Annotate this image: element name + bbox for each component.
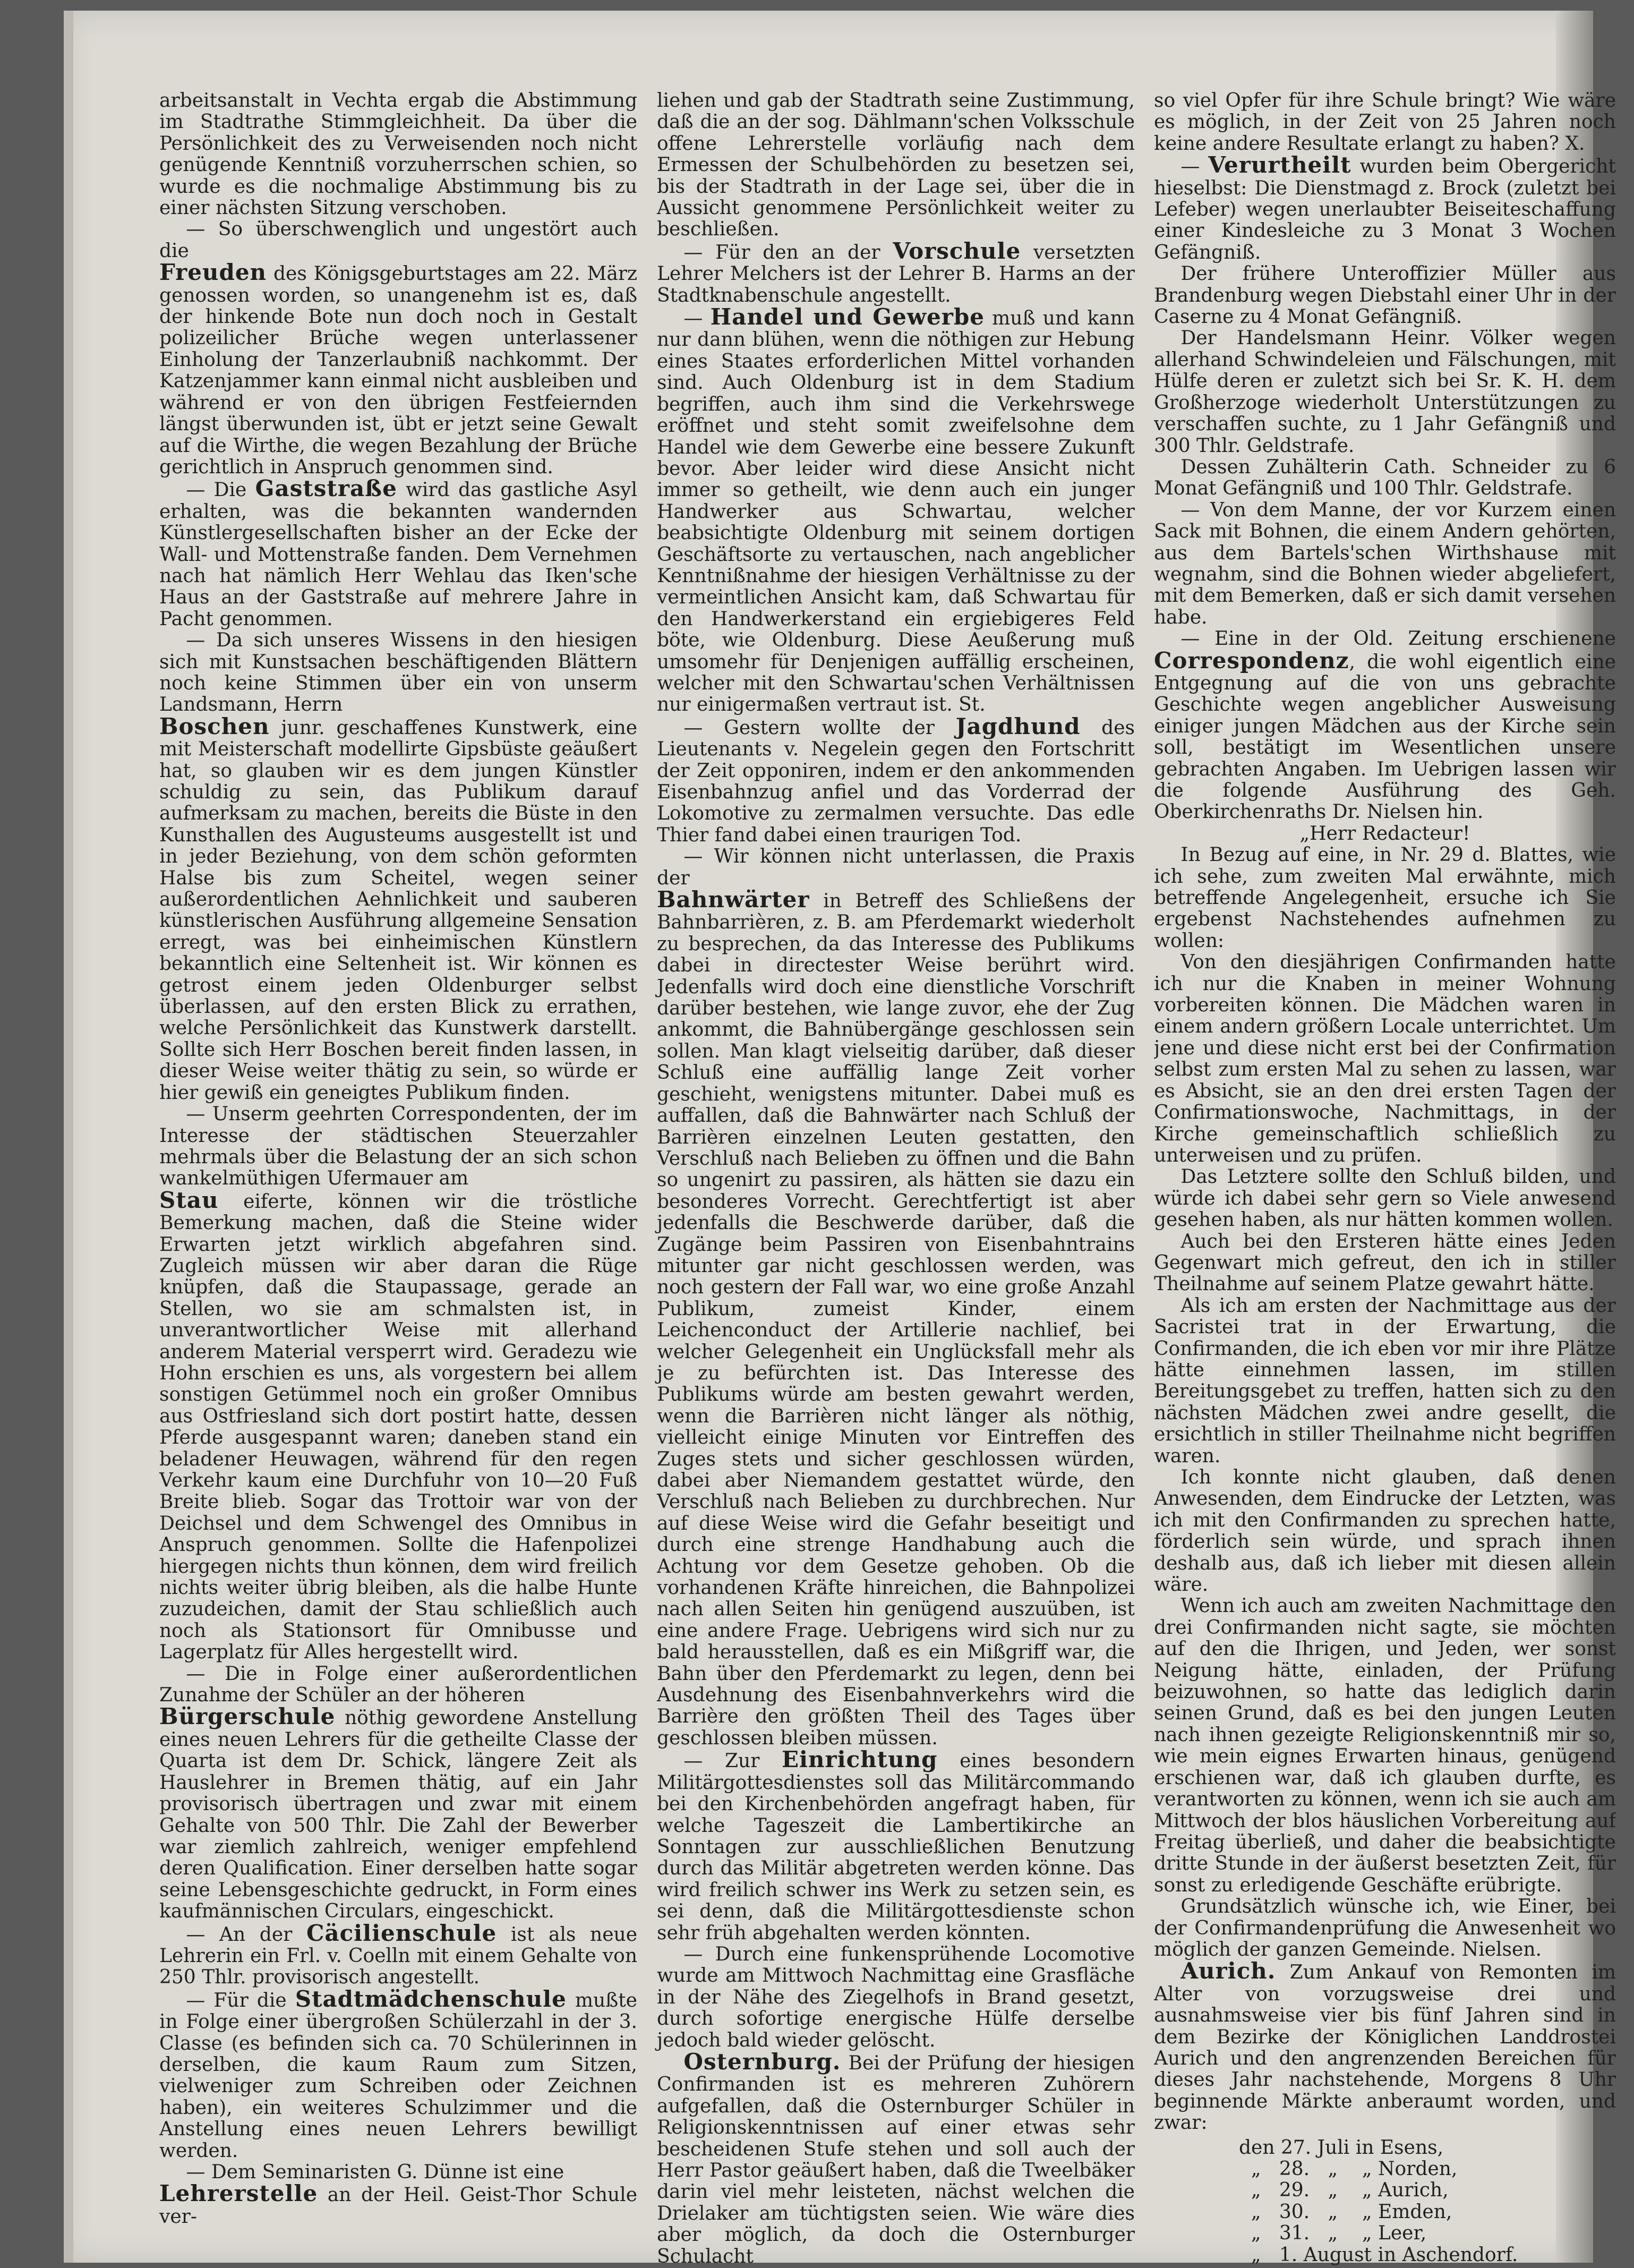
article-paragraph [159, 90, 637, 219]
article-paragraph [1154, 1467, 1616, 1596]
article-paragraph [159, 1920, 637, 1989]
keyword-heading: Boschen [159, 713, 270, 739]
article-paragraph [159, 475, 637, 630]
paragraph-text: in Betreff des Schließens der Bahnbarrièren, z. B. am Pferdemarkt wiederholt zu besprechen, da das Interesse des Publikums dabei in directester Weise berührt wird. Jedenfalls wird doch eine dienstliche Vorschrift darüber bestehen, wie lange zuvor, ehe der Zug ankommt, die Bahnübergänge geschlossen sein sollen. Man klagt vielseitig darüber, daß dieser Schluß eine auffällig lange Zeit vorher geschieht, wenigstens mitunter. Dabei muß es auffallen, daß die Bahnwärter nach Schluß der Barrièren einzelnen Leuten gestatten, den Verschluß nach Belieben zu öffnen und die Bahn so ungenirt zu passiren, als hätten sie dazu ein besonderes Vorrecht. Gerechtfertigt ist aber jedenfalls die Beschwerde darüber, daß die Zugänge beim Passiren von Eisenbahntrains mitunter gar nicht geschlossen werden, was noch gestern der Fall war, wo eine große Anzahl Publikum, zumeist Kinder, einem Leichenconduct der Artillerie nachlief, bei welcher Gelegenheit ein Unglücksfall mehr als je zu befürchten ist. Das Interesse des Publikums würde am besten gewahrt werden, wenn die Barrièren nicht länger als nöthig, vielleicht einige Minuten vor Eintreffen des Zuges stets und sicher geschlossen würden, dabei aber Niemandem gestattet würde, den Verschluß nach Belieben zu durchbrechen. Nur auf diese Weise wird die Gefahr beseitigt und durch eine strenge Handhabung auch die Achtung vor dem Gesetze gehoben. Ob die vorhandenen Kräfte hinreichen, die Bahnpolizei nach allen Seiten hin genügend auszuüben, ist eine andere Frage. Uebrigens wird sich nur zu bald herausstellen, daß es ein Mißgriff war, die Bahn über den Pferdemarkt zu legen, denn bei Ausdehnung des Eisenbahnverkehrs wird die Barrière den größten Theil des Tages über geschlossen bleiben müssen. [657, 890, 1135, 1749]
paragraph-text: Von den diesjährigen Confirmanden hatte ich nur die Knaben in meiner Wohnung vorbereiten können. Die Mädchen waren in einem andern größern Locale unterrichtet. Um jene und diese nicht erst bei der Confirmation selbst zum ersten Mal zu sehen zu lassen, war es Absicht, sie an den drei ersten Tagen der Confirmationswoche, Nachmittags, in der Kirche gemeinschaftlich schließlich zu unterweisen und zu prüfen. [1154, 951, 1616, 1166]
article-paragraph [657, 90, 1135, 241]
paragraph-text: des Königsgeburtstages am 22. März genossen worden, so unangenehm ist es, daß der hinkende Bote nun doch noch in Gestalt polizeilicher Brüche wegen unterlassener Einholung der Tanzerlaubniß nachkommt. Der Katzenjammer kann einmal nicht ausbleiben und während er von den übrigen Festfeiernden längst überwunden ist, übt er jetzt seine Gewalt auf die Wirthe, die wegen Bezahlung der Brüche gerichtlich in Anspruch genommen sind. [159, 263, 637, 478]
keyword-heading: Bahnwärter [657, 886, 810, 913]
article-paragraph [159, 1104, 637, 1190]
paragraph-lead: — An der [186, 1923, 306, 1946]
article-paragraph [1154, 1166, 1616, 1231]
paragraph-lead: — Für die [186, 1989, 295, 2011]
article-paragraph [159, 630, 637, 716]
article-paragraph [1154, 457, 1616, 500]
keyword-heading: Freuden [159, 259, 267, 286]
article-paragraph [159, 2180, 637, 2228]
paragraph-text: eines besondern Militärgottesdienstes soll das Militärcommando bei den Kirchenbehörden angefragt haben, für welche Tageszeit die Lambertikirche an Sonntagen zur ausschließlichen Benutzung durch das Militär abgetreten werden könne. Das wird freilich schwer ins Werk zu setzen sein, es sei denn, daß die Militärgottesdienste schon sehr früh abgehalten werden könnten. [657, 1750, 1135, 1944]
article-paragraph [657, 2048, 1135, 2267]
article-paragraph [1154, 1231, 1616, 1295]
paragraph-text: wird das gastliche Asyl erhalten, was die bekannten wandernden Künstlergesellschaften bisher an der Ecke der Wall- und Mottenstraße fanden. Dem Vernehmen nach hat nämlich Herr Wehlau das Iken'sche Haus an der Gaststraße auf mehrere Jahre in Pacht genommen. [159, 479, 637, 630]
paragraph-text: arbeitsanstalt in Vechta ergab die Abstimmung im Stadtrathe Stimmgleichheit. Da über die Persönlichkeit des zu Verweisenden noch nicht genügende Kenntniß vorzuherrschen schien, so wurde es die nochmalige Abstimmung bis zu einer nächsten Sitzung verschoben. [159, 90, 637, 219]
keyword-heading: Correspondenz [1154, 647, 1349, 673]
keyword-heading: Gaststraße [255, 475, 397, 502]
keyword-heading: Lehrerstelle [159, 2180, 318, 2207]
paragraph-lead: — Zur [683, 1750, 782, 1772]
paragraph-text: des Lieutenants v. Negelein gegen den Fortschritt der Zeit opponiren, indem er den ankommenden Eisenbahnzug anfiel und das Vorderrad der Lokomotive zu zermalmen versuchte. Das edle Thier fand dabei einen traurigen Tod. [657, 717, 1135, 846]
paragraph-lead: — Eine in der Old. Zeitung erschienene [1180, 628, 1616, 650]
paragraph-text: — Die in Folge einer außerordentlichen Zunahme der Schüler an der höheren [159, 1662, 637, 1707]
paragraph-text: an der Heil. Geist-Thor Schule ver- [159, 2184, 637, 2228]
market-date-row: „ 30. „ „ Emden, [1239, 2201, 1452, 2223]
paragraph-text: so viel Opfer für ihre Schule bringt? Wie wäre es möglich, in der Zeit von 25 Jahren noch keine andere Resultate erlangt zu haben? X. [1154, 90, 1616, 155]
keyword-heading: Jagdhund [955, 713, 1081, 739]
keyword-heading: Osternburg. [683, 2048, 841, 2075]
keyword-heading: Cäcilienschule [306, 1920, 497, 1946]
article-paragraph [1154, 823, 1616, 845]
paragraph-lead: — Die [186, 479, 255, 501]
column-3-body [1154, 90, 1616, 2134]
page-left-edge [64, 11, 73, 2263]
paragraph-text: Als ich am ersten der Nachmittage aus der Sacristei trat in der Erwartung, die Confirmanden, die ich eben vor mir ihre Plätze hätte einnehmen lassen, im stillen Bereitungsgebet zu treffen, hatten sich zu den nächsten Mädchen zwei andre gesellt, die ersichtlich in stiller Theilnahme nicht begriffen waren. [1154, 1294, 1616, 1467]
market-date-row: „ 28. „ „ Norden, [1239, 2158, 1458, 2180]
paragraph-text: — Durch eine funkensprühende Locomotive wurde am Mittwoch Nachmittag eine Grasfläche in der Nähe des Ziegelhofs in Brand gesetzt, durch sofortige energische Hülfe derselbe jedoch bald wieder gelöscht. [657, 1943, 1135, 2051]
article-paragraph [1154, 1960, 1616, 2134]
article-paragraph [159, 1985, 637, 2162]
paragraph-text: junr. geschaffenes Kunstwerk, eine mit Meisterschaft modellirte Gipsbüste geäußert hat, so glauben wir es dem jungen Künstler schuldig zu sein, das Publikum darauf aufmerksam zu machen, bereits die Büste in den Kunsthallen des Augusteums ausgestellt ist und in jeder Beziehung, von dem schön geformten Halse bis zum Scheitel, wegen seiner außerordentlichen Aehnlichkeit und sauberen künstlerischen Ausführung allgemeine Sensation erregt, was bei einheimischen Künstlern bekanntlich eine Seltenheit ist. Wir können es getrost einem jeden Oldenburger selbst überlassen, auf den ersten Blick zu errathen, welche Persönlichkeit das Kunstwerk darstellt. Sollte sich Herr Boschen bereit finden lassen, in dieser Weise weiter thätig zu sein, so würde er hier gewiß ein geneigtes Publikum finden. [159, 717, 637, 1104]
paragraph-text: „Herr Redacteur! [1299, 822, 1470, 845]
paragraph-text: versetzten Lehrer Melchers ist der Lehrer B. Harms an der Stadtknabenschule angestellt. [657, 241, 1135, 306]
paragraph-text: Bei der Prüfung der hiesigen Confirmanden ist es mehreren Zuhörern aufgefallen, daß die Osternburger Schüler in Religionskenntnissen auf einer etwas sehr bescheidenen Stufe stehen und soll auch der Herr Pastor geäußert haben, daß die Tweelbäker darin viel mehr leisteten, nächst welchen die Drielaker am tüchtigsten seien. Wie wäre dies aber möglich, da doch die Osternburger Schulacht [657, 2052, 1135, 2267]
article-paragraph [1154, 263, 1616, 328]
article-paragraph [159, 713, 637, 1104]
paragraph-lead: — Gestern wollte der [683, 717, 956, 739]
article-paragraph [159, 259, 637, 478]
article-paragraph [159, 2162, 637, 2183]
paragraph-text: Zum Ankauf von Remonten im Alter von vorzugsweise drei und ausnahmsweise vier bis fünf Jahren sind in dem Bezirke der Königlichen Landdrostei Aurich und den angrenzenden Bereichen für dieses Jahr nachstehende, Morgens 8 Uhr beginnende Märkte anberaumt worden, und zwar: [1154, 1962, 1616, 2134]
paragraph-lead: — [1180, 156, 1209, 178]
market-date-row: „ 1. August in Aschendorf. [1239, 2244, 1518, 2266]
paragraph-text: Wenn ich auch am zweiten Nachmittage den drei Confirmanden nicht sagte, sie möchten auf den die Ihrigen, und Jeden, wer sonst Neigung hätte, einladen, der Prüfung beizuwohnen, so hatte das lediglich darin seinen Grund, daß es bei den jungen Leuten nach ihnen gezeigte Religionskenntniß mir so, wie mein eignes Erwarten hinaus, genügend erschienen war, daß ich glauben durfte, es verantworten zu können, wenn ich sie auch am Mittwoch der blos häuslichen Vorbereitung auf Freitag überließ, und daher die beabsichtigte dritte Stunde in der äußerst besetzten Zeit, für sonst zu erledigende Geschäfte erübrigte. [1154, 1595, 1616, 1896]
article-paragraph [1154, 628, 1616, 823]
paragraph-text: wurden beim Obergericht hieselbst: Die Dienstmagd z. Brock (zuletzt bei Lefeber) wegen unerlaubter Beiseiteschaffung einer Kindesleiche zu 3 Monat 3 Wochen Gefängniß. [1154, 156, 1616, 263]
market-date-row: „ 29. „ „ Aurich, [1239, 2179, 1449, 2202]
article-paragraph [657, 846, 1135, 889]
paragraph-lead: — Für den an der [683, 241, 893, 263]
article-paragraph [657, 713, 1135, 846]
paragraph-text: — Da sich unseres Wissens in den hiesigen sich mit Kunstsachen beschäftigenden Blättern noch keine Stimmen über ein von unserm Landsmann, Herrn [159, 629, 637, 716]
article-paragraph [657, 306, 1135, 716]
paragraph-text: Grundsätzlich wünsche ich, wie Einer, bei der Confirmandenprüfung die Anwesenheit wo möglich der ganzen Gemeinde. Nielsen. [1154, 1896, 1616, 1960]
paragraph-text: Der Handelsmann Heinr. Völker wegen allerhand Schwindeleien und Fälschungen, mit Hülfe deren er zuletzt sich bei Sr. K. H. dem Großherzoge wiederholt Unterstützungen zu verschaffen suchte, zu 1 Jahr Gefängniß und 300 Thlr. Geldstrafe. [1154, 327, 1616, 457]
article-paragraph [1154, 952, 1616, 1166]
paragraph-text: Der frühere Unteroffizier Müller aus Brandenburg wegen Diebstahl einer Uhr in der Caserne zu 4 Monat Gefängniß. [1154, 263, 1616, 328]
paragraph-text: ist als neue Lehrerin ein Frl. v. Coelln mit einem Gehalte von 250 Thlr. provisorisch angestellt. [159, 1923, 637, 1989]
column-3 [1154, 90, 1616, 2266]
paragraph-text: eiferte, können wir die tröstliche Bemerkung machen, daß die Steine wider Erwarten jetzt wirklich abgefahren sind. Zugleich müssen wir aber daran die Rüge knüpfen, daß die Staupassage, gerade an Stellen, wo sie am schmalsten ist, in unverantwortlicher Weise mit allerhand anderem Material versperrt wird. Geradezu wie Hohn erschien es uns, als vorgestern bei allem sonstigen Getümmel noch ein großer Omnibus aus Ostfriesland sich dort postirt hatte, dessen Pferde ausgespannt waren; daneben stand ein beladener Heuwagen, während für den regen Verkehr kaum eine Durchfuhr von 10—20 Fuß Breite blieb. Sogar das Trottoir war von der Deichsel und dem Schwengel des Omnibus in Anspruch genommen. Sollte die Hafenpolizei hiergegen nichts thun können, dem wird freilich nichts weiter übrig bleiben, als die halbe Hunte zuzudeichen, damit der Stau schließlich auch noch als Stationsort für Omnibusse und Lagerplatz für Alles hergestellt wird. [159, 1190, 637, 1664]
keyword-heading: Stau [159, 1187, 219, 1213]
article-paragraph [1154, 1596, 1616, 1896]
newspaper-page [64, 11, 1616, 2267]
article-paragraph [1154, 500, 1616, 628]
paragraph-text: — Von dem Manne, der vor Kurzem einen Sack mit Bohnen, die einem Andern gehörten, aus dem Bartels'schen Wirthshause mit wegnahm, sind die Bohnen wieder abgeliefert, mit dem Bemerken, daß er sich damit versehen habe. [1154, 499, 1616, 628]
paragraph-text: — So überschwenglich und ungestört auch die [159, 218, 637, 262]
paragraph-text: — Unserm geehrten Correspondenten, der im Interesse der städtischen Steuerzahler mehrmals über die Belastung der an sich schon wankelmüthigen Ufermauer am [159, 1103, 637, 1190]
paragraph-text: — Dem Seminaristen G. Dünne ist eine [186, 2161, 564, 2183]
keyword-heading: Vorschule [893, 237, 1021, 264]
keyword-heading: Bürgerschule [159, 1703, 336, 1730]
article-paragraph [657, 237, 1135, 306]
article-paragraph [1154, 1896, 1616, 1960]
paragraph-text: — Wir können nicht unterlassen, die Praxis der [657, 846, 1135, 889]
keyword-heading: Aurich. [1180, 1958, 1276, 1984]
market-date-row: „ 31. „ „ Leer, [1239, 2222, 1427, 2245]
paragraph-lead: — [683, 308, 711, 330]
article-paragraph [159, 1664, 637, 1707]
article-paragraph [159, 1187, 637, 1664]
paragraph-text: mußte in Folge einer übergroßen Schülerzahl in der 3. Classe (es befinden sich ca. 70 Schülerinnen in derselben, die kaum Raum zum Sitzen, vielweniger zum Schreiben oder Zeichnen haben), ein weiteres Schulzimmer und die Anstellung eines neuen Lehrers bewilligt werden. [159, 1989, 637, 2162]
paragraph-text: In Bezug auf eine, in Nr. 29 d. Blattes, wie ich sehe, zum zweiten Mal erwähnte, mich betreffende Angelegenheit, ersuche ich Sie ergebenst Nachstehendes aufnehmen zu wollen: [1154, 844, 1616, 952]
article-paragraph [1154, 845, 1616, 952]
article-paragraph [657, 886, 1135, 1749]
article-paragraph [159, 1703, 637, 1923]
article-paragraph [1154, 90, 1616, 155]
keyword-heading: Handel und Gewerbe [710, 304, 985, 330]
article-paragraph [1154, 152, 1616, 263]
paragraph-text: , die wohl eigentlich eine Entgegnung auf die von uns gebrachte Geschichte wegen angeblicher Ausweisung einiger jungen Mädchen aus der Kirche sein soll, bestätigt im Wesentlichen unsere gebrachten Angaben. Im Uebrigen lassen wir die folgende Ausführung des Geh. Oberkirchenraths Dr. Nielsen hin. [1154, 651, 1616, 823]
keyword-heading: Stadtmädchenschule [295, 1985, 567, 2012]
paragraph-text: nöthig gewordene Anstellung eines neuen Lehrers für die getheilte Classe der Quarta ist dem Dr. Schick, längere Zeit als Hauslehrer in Bremen thätig, auf ein Jahr provisorisch übertragen und zwar mit einem Gehalte von 500 Thlr. Die Zahl der Bewerber war ziemlich zahlreich, weniger empfehlend deren Qualification. Einer derselben hatte sogar seine Lebensgeschichte gedruckt, in Form eines kaufmännischen Circulars, eingeschickt. [159, 1707, 637, 1923]
market-list [1239, 2137, 1616, 2266]
paragraph-text: Auch bei den Ersteren hätte eines Jeden Gegenwart mich gefreut, den ich in stiller Theilnahme auf seinem Platze gewahrt hätte. [1154, 1230, 1616, 1295]
paragraph-text: Ich konnte nicht glauben, daß denen Anwesenden, dem Eindrucke der Letzten, was ich mit den Confirmanden zu sprechen hatte, förderlich sein würde, und sprach ihnen deshalb aus, daß ich lieber mit diesen allein wäre. [1154, 1466, 1616, 1596]
article-paragraph [657, 1944, 1135, 2051]
paragraph-text: Das Letztere sollte den Schluß bilden, und würde ich dabei sehr gern so Viele anwesend gesehen haben, als nur hätten kommen wollen. [1154, 1166, 1616, 1231]
article-paragraph [657, 1746, 1135, 1944]
paragraph-text: Dessen Zuhälterin Cath. Schneider zu 6 Monat Gefängniß und 100 Thlr. Geldstrafe. [1154, 456, 1616, 500]
article-paragraph [1154, 1295, 1616, 1467]
column-1 [159, 90, 637, 2228]
column-2 [657, 90, 1135, 2267]
article-paragraph [1154, 328, 1616, 456]
paragraph-text: liehen und gab der Stadtrath seine Zustimmung, daß die an der sog. Dählmann'schen Volksschule offene Lehrerstelle vorläufig nach dem Ermessen der Schulbehörden zu besetzen sei, bis der Stadtrath in der Lage sei, über die in Aussicht genommene Persönlichkeit weiter zu beschließen. [657, 90, 1135, 241]
paragraph-text: muß und kann nur dann blühen, wenn die nöthigen zur Hebung eines Staates erforderlichen Mittel vorhanden sind. Auch Oldenburg ist in dem Stadium begriffen, auch ihm sind die Verkehrswege eröffnet und steht somit zweifelsohne dem Handel wie dem Gewerbe eine bessere Zukunft bevor. Aber leider wird diese Ansicht nicht immer so getheilt, wie denn auch ein junger Handwerker aus Schwartau, welcher beabsichtigte Oldenburg mit seinem dortigen Geschäftsorte zu vertauschen, nach angeblicher Kenntnißnahme der hiesigen Verhältnisse zu der vermeintlichen Ansicht kam, daß Schwartau für den Handwerkerstand ein ergiebigeres Feld böte, wie Oldenburg. Diese Aeußerung muß umsomehr für Denjenigen auffällig erscheinen, welcher mit den Schwartau'schen Verhältnissen nur einigermaßen vertraut ist. St. [657, 308, 1135, 716]
market-date-row: den 27. Juli in Esens, [1239, 2136, 1444, 2159]
article-paragraph [159, 219, 637, 262]
keyword-heading: Verurtheilt [1208, 152, 1351, 178]
keyword-heading: Einrichtung [782, 1746, 938, 1773]
